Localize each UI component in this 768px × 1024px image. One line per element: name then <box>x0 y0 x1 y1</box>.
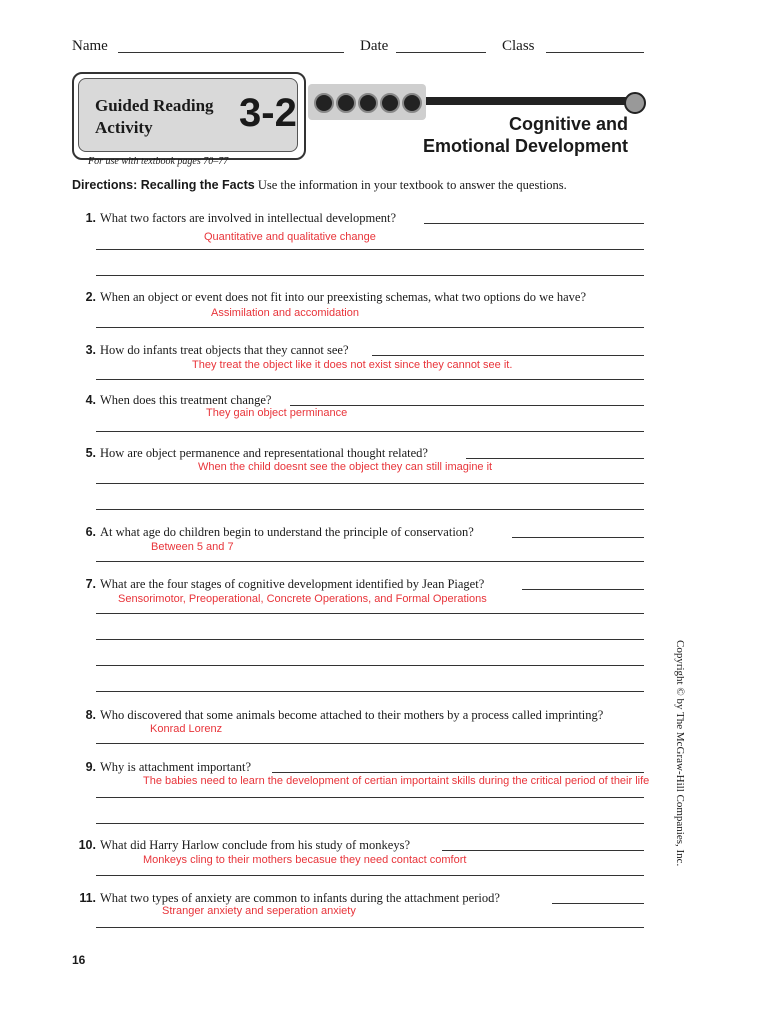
answer-line[interactable] <box>272 772 644 773</box>
question-6 <box>76 525 474 540</box>
answer-9: The babies need to learn the development of certian importaint skills during the critical period of their life <box>143 775 650 787</box>
answer-line[interactable] <box>96 379 644 380</box>
answer-line[interactable] <box>372 355 644 356</box>
answer-11: Stranger anxiety and seperation anxiety <box>162 905 356 917</box>
answer-line[interactable] <box>522 589 644 590</box>
class-label: Class <box>502 38 535 54</box>
question-number: 3. <box>85 343 96 357</box>
question-text: When does this treatment change? <box>100 393 272 407</box>
question-text: What two types of anxiety are common to infants during the attachment period? <box>100 891 500 905</box>
directions-label: Directions: Recalling the Facts <box>72 178 255 192</box>
question-number: 2. <box>85 290 96 304</box>
answer-line[interactable] <box>512 537 644 538</box>
lesson-title-line1: Cognitive and <box>508 114 628 134</box>
question-text: What two factors are involved in intellectual development? <box>100 211 397 225</box>
answer-line[interactable] <box>466 458 644 459</box>
activity-badge-inner <box>78 78 298 152</box>
answer-1: Quantitative and qualitative change <box>204 231 376 243</box>
answer-8: Konrad Lorenz <box>150 723 223 735</box>
answer-line[interactable] <box>96 249 644 250</box>
lesson-title-line2: Emotional Development <box>422 136 628 156</box>
question-text: What are the four stages of cognitive development identified by Jean Piaget? <box>100 577 485 591</box>
question-10 <box>76 838 410 853</box>
question-7 <box>76 577 484 592</box>
question-1 <box>76 211 396 226</box>
dot-icon <box>358 93 378 113</box>
answer-line[interactable] <box>424 223 644 224</box>
answer-line[interactable] <box>96 927 644 928</box>
decorative-dots <box>308 84 426 120</box>
question-number: 7. <box>85 577 96 591</box>
question-4 <box>76 393 271 408</box>
question-number: 8. <box>85 708 96 722</box>
dot-icon <box>380 93 400 113</box>
answer-line[interactable] <box>96 561 644 562</box>
answer-line[interactable] <box>96 875 644 876</box>
activity-badge <box>72 72 306 160</box>
answer-line[interactable] <box>442 850 644 851</box>
question-text: When an object or event does not fit into our preexisting schemas, what two options do we have? <box>100 290 586 304</box>
answer-4: They gain object perminance <box>206 407 348 419</box>
answer-line[interactable] <box>96 327 644 328</box>
answer-line[interactable] <box>96 743 644 744</box>
textbook-note: For use with textbook pages 70–77 <box>88 156 229 167</box>
question-text: Who discovered that some animals become attached to their mothers by a process called imprinting? <box>100 708 604 722</box>
copyright-notice: Copyright © by The McGraw-Hill Companies, Inc. <box>674 640 686 867</box>
decorative-bar <box>426 97 632 105</box>
name-field[interactable] <box>118 52 344 53</box>
directions-text: Use the information in your textbook to answer the questions. <box>257 178 567 192</box>
activity-label <box>95 95 214 139</box>
section-number: 3-2 <box>239 91 297 135</box>
answer-line[interactable] <box>96 613 644 614</box>
date-label: Date <box>360 38 389 54</box>
question-number: 6. <box>85 525 96 539</box>
question-5 <box>76 446 428 461</box>
answer-6: Between 5 and 7 <box>151 541 234 553</box>
answer-3: They treat the object like it does not exist since they cannot see it. <box>192 359 513 371</box>
question-2 <box>76 290 586 305</box>
answer-line[interactable] <box>96 639 644 640</box>
question-text: How are object permanence and representational thought related? <box>100 446 428 460</box>
decorative-knob-icon <box>624 92 646 114</box>
question-number: 11. <box>79 891 96 905</box>
answer-line[interactable] <box>96 431 644 432</box>
answer-line[interactable] <box>96 509 644 510</box>
question-text: How do infants treat objects that they cannot see? <box>100 343 349 357</box>
answer-line[interactable] <box>96 483 644 484</box>
directions <box>72 178 567 193</box>
answer-line[interactable] <box>96 823 644 824</box>
answer-2: Assimilation and accomidation <box>211 307 359 319</box>
question-number: 4. <box>85 393 96 407</box>
activity-label-line1: Guided Reading <box>95 96 214 115</box>
answer-line[interactable] <box>96 275 644 276</box>
question-text: At what age do children begin to understand the principle of conservation? <box>100 525 474 539</box>
answer-line[interactable] <box>96 691 644 692</box>
answer-line[interactable] <box>290 405 644 406</box>
name-label: Name <box>72 38 108 54</box>
activity-label-line2: Activity <box>95 118 153 137</box>
question-number: 10. <box>78 838 96 852</box>
dot-icon <box>336 93 356 113</box>
answer-line[interactable] <box>96 797 644 798</box>
question-text: What did Harry Harlow conclude from his study of monkeys? <box>100 838 410 852</box>
question-3 <box>76 343 349 358</box>
page-number: 16 <box>72 953 86 967</box>
question-11 <box>76 891 500 906</box>
answer-10: Monkeys cling to their mothers becasue they need contact comfort <box>143 854 467 866</box>
question-number: 1. <box>85 211 96 225</box>
question-9 <box>76 760 251 775</box>
question-text: Why is attachment important? <box>100 760 251 774</box>
answer-5: When the child doesnt see the object they can still imagine it <box>198 461 493 473</box>
answer-line[interactable] <box>96 665 644 666</box>
dot-icon <box>314 93 334 113</box>
question-8 <box>76 708 603 723</box>
date-field[interactable] <box>396 52 486 53</box>
question-number: 9. <box>85 760 96 774</box>
answer-line[interactable] <box>552 903 644 904</box>
answer-7: Sensorimotor, Preoperational, Concrete Operations, and Formal Operations <box>118 593 487 605</box>
question-number: 5. <box>85 446 96 460</box>
dot-icon <box>402 93 422 113</box>
class-field[interactable] <box>546 52 644 53</box>
